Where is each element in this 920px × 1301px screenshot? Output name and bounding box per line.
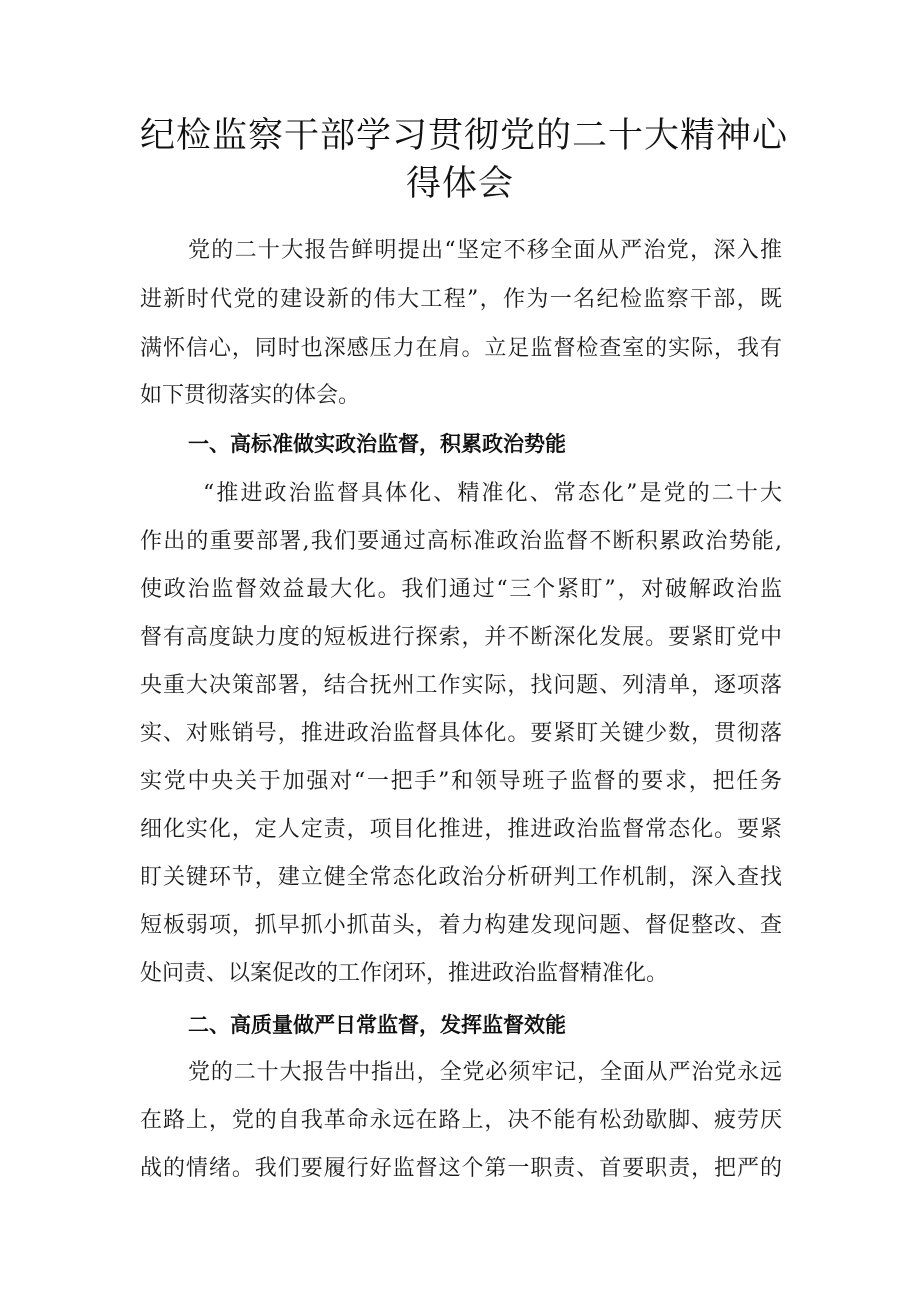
intro-line-2: 进新时代党的建设新的伟大工程”，作为一名纪检监察干部，既 (140, 287, 782, 312)
section1-line-11: 处问责、以案促改的工作闭环，推进政治监督精准化。 (140, 961, 669, 986)
section1-line-1: “推进政治监督具体化、精准化、常态化”是党的二十大 (203, 481, 782, 506)
document-title-line-2: 得体会 (405, 164, 514, 204)
section1-line-3: 使政治监督效益最大化。我们通过“三个紧盯”，对破解政治监 (140, 577, 782, 602)
section2-line-1: 党的二十大报告中指出，全党必须牢记，全面从严治党永远 (188, 1060, 782, 1085)
section2-heading: 二、高质量做严日常监督，发挥监督效能 (188, 1013, 566, 1037)
section1-line-7: 实党中央关于加强对“一把手”和领导班子监督的要求，把任务 (140, 769, 782, 794)
section1-line-8: 细化实化，定人定责，项目化推进，推进政治监督常态化。要紧 (140, 817, 782, 842)
section1-line-9: 盯关键环节，建立健全常态化政治分析研判工作机制，深入查找 (140, 865, 782, 890)
section1-line-4: 督有高度缺力度的短板进行探索，并不断深化发展。要紧盯党中 (140, 625, 782, 650)
intro-line-4: 如下贯彻落实的体会。 (140, 383, 361, 408)
document-title-line-1: 纪检监察干部学习贯彻党的二十大精神心 (140, 116, 789, 156)
section2-line-3: 战的情绪。我们要履行好监督这个第一职责、首要职责，把严的 (140, 1156, 782, 1181)
section1-line-6: 实、对账销号，推进政治监督具体化。要紧盯关键少数，贯彻落 (140, 721, 782, 746)
section1-line-5: 央重大决策部署，结合抚州工作实际，找问题、列清单，逐项落 (140, 673, 782, 698)
section1-heading: 一、高标准做实政治监督，积累政治势能 (188, 432, 566, 456)
section1-line-10: 短板弱项，抓早抓小抓苗头，着力构建发现问题、督促整改、查 (140, 913, 782, 938)
intro-line-1: 党的二十大报告鲜明提出“坚定不移全面从严治党，深入推 (188, 238, 782, 263)
intro-line-3: 满怀信心，同时也深感压力在肩。立足监督检查室的实际，我有 (140, 336, 782, 361)
section1-line-2: 作出的重要部署,我们要通过高标准政治监督不断积累政治势能, (140, 529, 782, 554)
section2-line-2: 在路上，党的自我革命永远在路上，决不能有松劲歇脚、疲劳厌 (140, 1108, 782, 1133)
